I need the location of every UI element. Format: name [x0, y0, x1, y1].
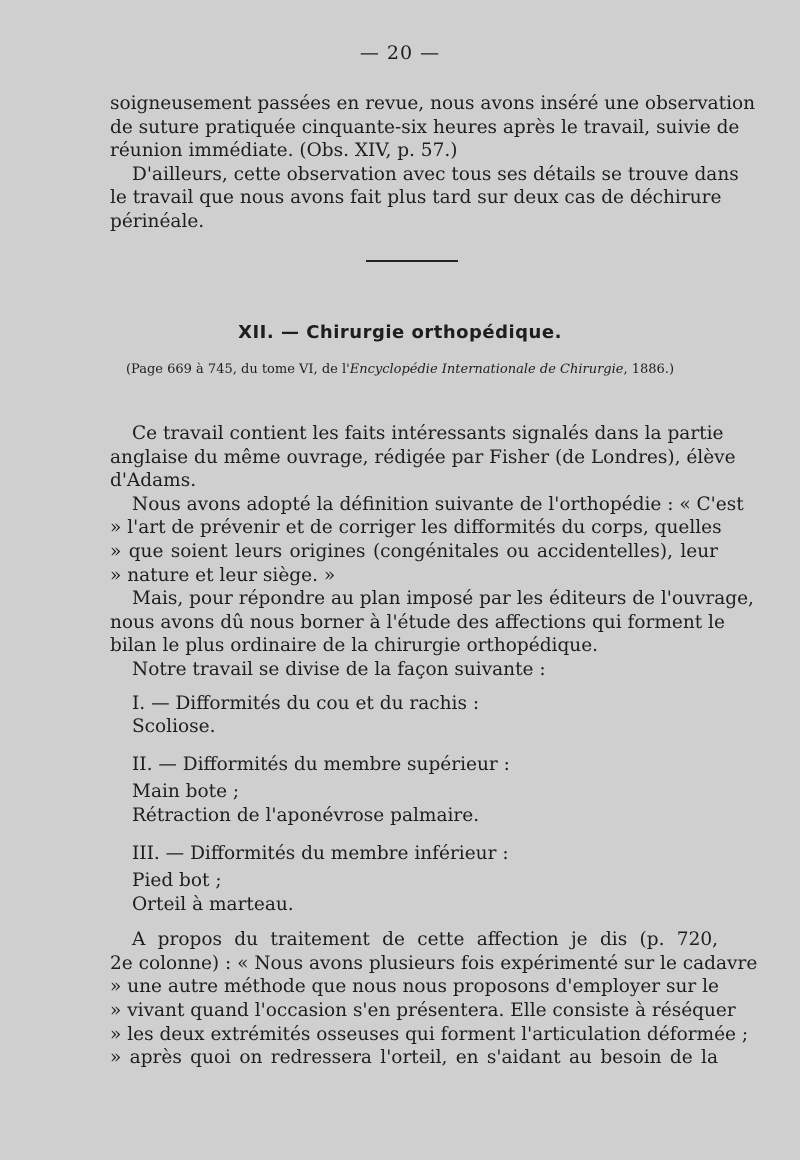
list-heading: III. — Difformités du membre inférieur :	[132, 842, 509, 864]
list-item: Rétraction de l'aponévrose palmaire.	[132, 804, 480, 826]
source-suffix: , 1886.)	[623, 362, 675, 377]
body-line: Mais, pour répondre au plan imposé par les éditeurs de l'ouvrage,	[132, 588, 754, 610]
source-title: Encyclopédie Internationale de Chirurgie	[349, 362, 624, 377]
body-line: » que soient leurs origines (congénitales ou accidentelles), leur	[110, 540, 718, 562]
list-item: Scoliose.	[132, 716, 216, 738]
intro-line: réunion immédiate. (Obs. XIV, p. 57.)	[110, 140, 458, 162]
list-heading: II. — Difformités du membre supérieur :	[132, 753, 510, 775]
body-line: bilan le plus ordinaire de la chirurgie orthopédique.	[110, 635, 599, 657]
intro-line: D'ailleurs, cette observation avec tous ses détails se trouve dans	[132, 163, 739, 185]
body-line: A propos du traitement de cette affection je dis (p. 720,	[132, 929, 718, 951]
list-item: Main bote ;	[132, 781, 240, 803]
page-number: — 20 —	[359, 42, 441, 64]
body-line: » vivant quand l'occasion s'en présentera. Elle consiste à réséquer	[110, 1000, 736, 1022]
source-reference	[0, 362, 800, 377]
body-line: nous avons dû nous borner à l'étude des affections qui forment le	[110, 611, 725, 633]
intro-line: soigneusement passées en revue, nous avons inséré une observation	[110, 93, 756, 114]
intro-line: de suture pratiquée cinquante-six heures après le travail, suivie de	[110, 116, 740, 138]
body-line: Nous avons adopté la définition suivante de l'orthopédie : « C'est	[132, 493, 744, 515]
body-line: » les deux extrémités osseuses qui forment l'articulation déformée ;	[110, 1023, 749, 1045]
source-prefix: (Page 669 à 745, du tome VI, de l'	[125, 362, 350, 377]
list-item: Pied bot ;	[132, 870, 222, 892]
body-line: d'Adams.	[110, 470, 197, 492]
intro-line: périnéale.	[110, 210, 205, 232]
body-line: » une autre méthode que nous nous proposons d'employer sur le	[110, 976, 719, 998]
list-heading: I. — Difformités du cou et du rachis :	[132, 692, 480, 714]
intro-line: le travail que nous avons fait plus tard sur deux cas de déchirure	[110, 187, 722, 209]
body-line: anglaise du même ouvrage, rédigée par Fisher (de Londres), élève	[110, 446, 736, 468]
body-line: » nature et leur siège. »	[110, 564, 336, 586]
list-item: Orteil à marteau.	[132, 893, 294, 915]
body-line: » l'art de prévenir et de corriger les difformités du corps, quelles	[110, 517, 722, 539]
section-title: XII. — Chirurgie orthopédique.	[238, 322, 562, 343]
body-line: 2e colonne) : « Nous avons plusieurs fois expérimenté sur le cadavre	[110, 952, 758, 974]
section-divider	[366, 260, 458, 262]
body-line: » après quoi on redressera l'orteil, en s'aidant au besoin de la	[110, 1047, 718, 1069]
body-line: Notre travail se divise de la façon suivante :	[132, 658, 546, 680]
body-line: Ce travail contient les faits intéressants signalés dans la partie	[132, 423, 724, 444]
intro-block	[110, 92, 756, 234]
body-block	[110, 422, 758, 1070]
